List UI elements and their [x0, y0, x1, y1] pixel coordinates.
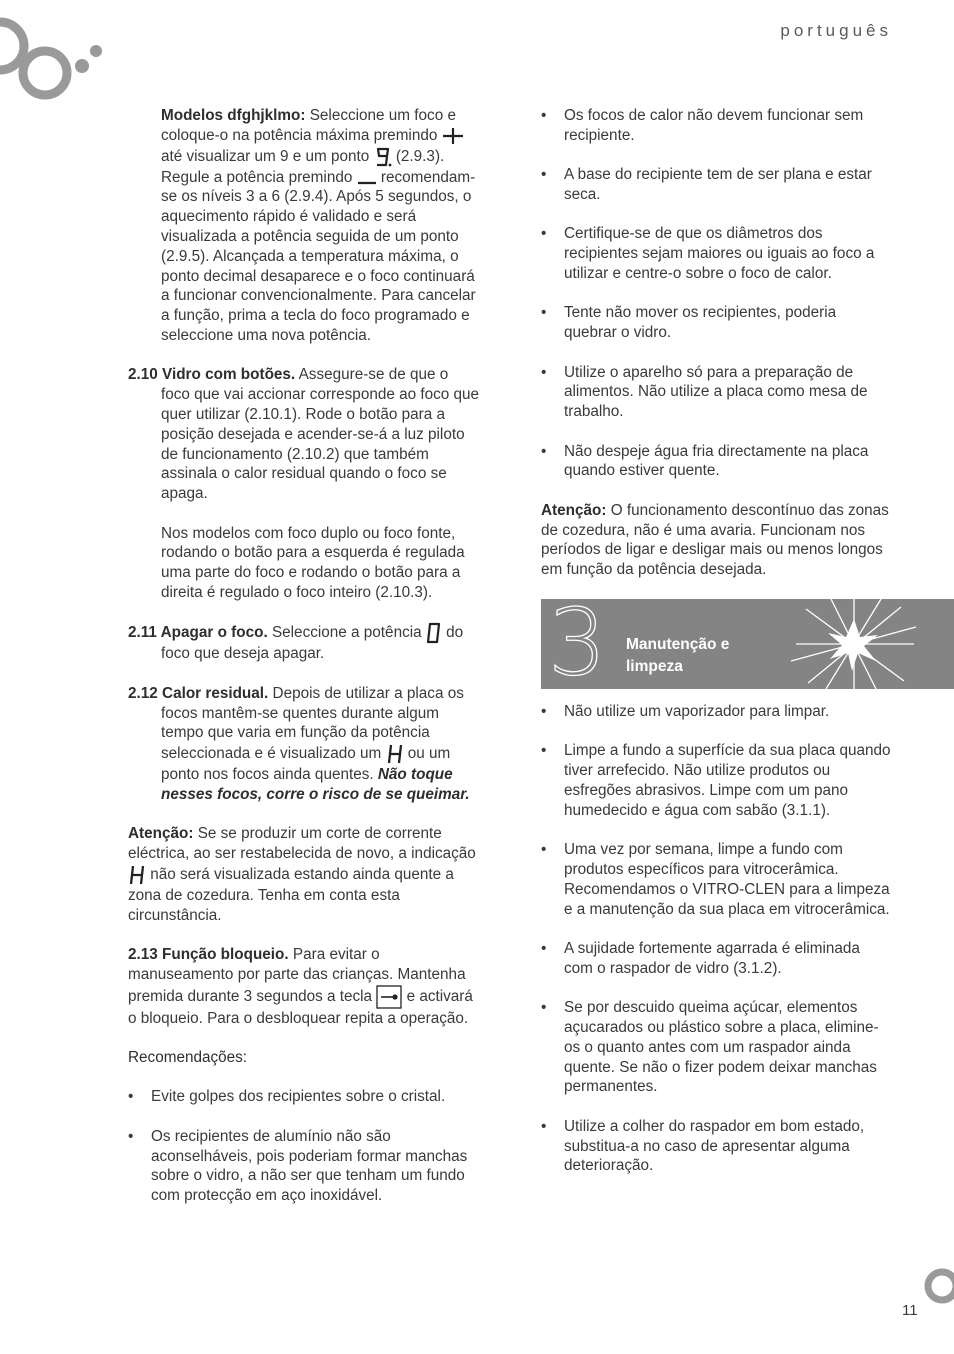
recommendations-heading: [128, 1048, 480, 1068]
list-item: • Utilize o aparelho só para a preparação de alimentos. Não utilize a placa como mesa de trabalho.: [541, 363, 893, 422]
text-span: Assegure-se de que o foco que vai accionar corresponde ao foco que quer utilizar (2.10.1). Rode o botão para a posição desejada e acender-se-á a luz piloto de funcionamento (2.10.2) que também assinala o calor residual quando o foco se apaga.: [161, 366, 480, 503]
page-number: 11: [902, 1302, 918, 1319]
list-item: • Os focos de calor não devem funcionar sem recipiente.: [541, 106, 893, 146]
list-item: • Utilize a colher do raspador em bom estado, substitua-a no caso de apresentar alguma deterioração.: [541, 1117, 893, 1176]
list-item: • A base do recipiente tem de ser plana e estar seca.: [541, 165, 893, 205]
left-column: [128, 106, 480, 1226]
text-span: Depois de utilizar a placa os focos mantêm-se quentes durante algum tempo que varia em função da potência seleccionada e é visualizado um: [161, 684, 464, 763]
list-item: • Se por descuido queima açúcar, elementos açucarados ou plástico sobre a placa, elimine-os o quanto antes com um raspador ainda quente. Se não o fizer podem deixar manchas permanentes.: [541, 998, 893, 1097]
page-circle-icon: [920, 1264, 954, 1308]
sparkle-star-icon: [786, 599, 916, 689]
text-span: O funcionamento descontínuo das zonas de cozedura, não é uma avaria. Funcionam nos períodos de ligar e desligar mais ou menos longos em função da potência desejada.: [541, 501, 889, 579]
text-span: (2.9.3). Regule a potência premindo: [161, 147, 445, 186]
burn-warning: Não toque nesses focos, corre o risco de se queimar.: [161, 766, 470, 803]
list-item: • Limpe a fundo a superfície da sua placa quando tiver arrefecido. Não utilize produtos ou esfregões abrasivos. Limpe com um pano humedecido e água com sabão (3.1.1).: [541, 741, 893, 820]
minus-key-icon: [357, 171, 377, 185]
section-2-12-paragraph: [128, 684, 480, 805]
list-item: • Uma vez por semana, limpe a fundo com produtos específicos para vitrocerâmica. Recomendamos o VITRO-CLEN para a limpeza e a manutenção da sua placa em vitrocerâmica.: [541, 840, 893, 919]
list-item: • Não despeje água fria directamente na placa quando estiver quente.: [541, 442, 893, 482]
right-column-lower: [541, 702, 893, 1196]
list-item: • Os recipientes de alumínio não são aconselháveis, pois poderiam formar manchas sobre o vidro, a não ser que tenham um fundo com protecção em aço inoxidável.: [128, 1127, 480, 1206]
section-2-13-paragraph: [128, 945, 480, 1028]
list-item: • A sujidade fortemente agarrada é eliminada com o raspador de vidro (3.1.2).: [541, 939, 893, 979]
list-item: • Certifique-se de que os diâmetros dos recipientes sejam maiores ou iguais ao foco a utilizar e centre-o sobre o foco de calor.: [541, 224, 893, 283]
text-span: ou um ponto nos focos ainda quentes.: [161, 745, 451, 784]
list-item: • Tente não mover os recipientes, poderia quebrar o vidro.: [541, 303, 893, 343]
section-2-13-label: 2.13 Função bloqueio.: [128, 946, 289, 964]
models-label: Modelos dfghjklmo:: [161, 107, 306, 124]
text-span: e activará o bloqueio. Para o desbloquear repita a operação.: [128, 987, 473, 1027]
text-span: até visualizar um 9 e um ponto: [161, 147, 374, 165]
section-title: [626, 634, 776, 678]
list-item: • Não utilize um vaporizador para limpar.: [541, 702, 893, 722]
text-span: Seleccione um foco e coloque-o na potência máxima premindo: [161, 107, 456, 144]
models-paragraph: [128, 106, 480, 346]
section-title-line-1: Manutenção e: [626, 636, 730, 653]
display-zero-icon: [426, 622, 442, 644]
section-2-11-label: 2.11 Apagar o foco.: [128, 624, 268, 642]
plus-key-icon: [442, 127, 464, 145]
section-2-12-label: 2.12 Calor residual.: [128, 684, 269, 702]
display-h-icon: [128, 864, 146, 886]
list-item: • Evite golpes dos recipientes sobre o cristal.: [128, 1087, 480, 1107]
section-2-10-paragraph: [128, 365, 480, 504]
attention-label: Atenção:: [128, 825, 194, 843]
language-label: português: [780, 21, 892, 40]
section-title-line-2: limpeza: [626, 658, 683, 675]
display-h-icon: [386, 743, 404, 765]
text-span: Para evitar o manuseamento por parte das crianças. Mantenha premida durante 3 segundos a tecla: [128, 946, 466, 1005]
section-2-11-paragraph: [128, 622, 480, 664]
section-number: 3: [548, 599, 607, 689]
logo-circles-icon: [0, 0, 110, 110]
display-nine-icon: [374, 146, 392, 168]
text-span: Se se produzir um corte de corrente eléctrica, ao ser restabelecida de novo, a indicação: [128, 825, 476, 863]
text-span: do foco que deseja apagar.: [161, 624, 464, 663]
text-span: Seleccione a potência: [267, 624, 426, 642]
lock-key-icon: [376, 985, 402, 1009]
section-2-10-label: 2.10 Vidro com botões.: [128, 366, 296, 384]
attention-label: Atenção:: [541, 501, 607, 519]
attention-paragraph-1: [128, 824, 480, 925]
right-column: [541, 106, 893, 580]
section-3-banner: [541, 599, 954, 689]
section-2-10-paragraph-2: Nos modelos com foco duplo ou foco fonte, rodando o botão para a esquerda é regulada uma parte do foco e rodando o botão para a direita é regulado o foco inteiro (2.10.3).: [161, 524, 465, 601]
attention-paragraph-2: [541, 501, 893, 580]
text-span: recomendam-se os níveis 3 a 6 (2.9.4). Após 5 segundos, o aquecimento rápido é validado e será visualizada a potência seguida de um ponto (2.9.5). Alcançada a temperatura máxima, o ponto decimal desaparece e o foco continuará a funcionar convencionalmente. Para cancelar a função, prima a tecla do foco programado e seleccione uma nova potência.: [161, 168, 476, 344]
text-span: não será visualizada estando ainda quente a zona de cozedura. Tenha em conta esta circunstância.: [128, 865, 454, 924]
recommendations-label: Recomendações:: [128, 1049, 248, 1067]
